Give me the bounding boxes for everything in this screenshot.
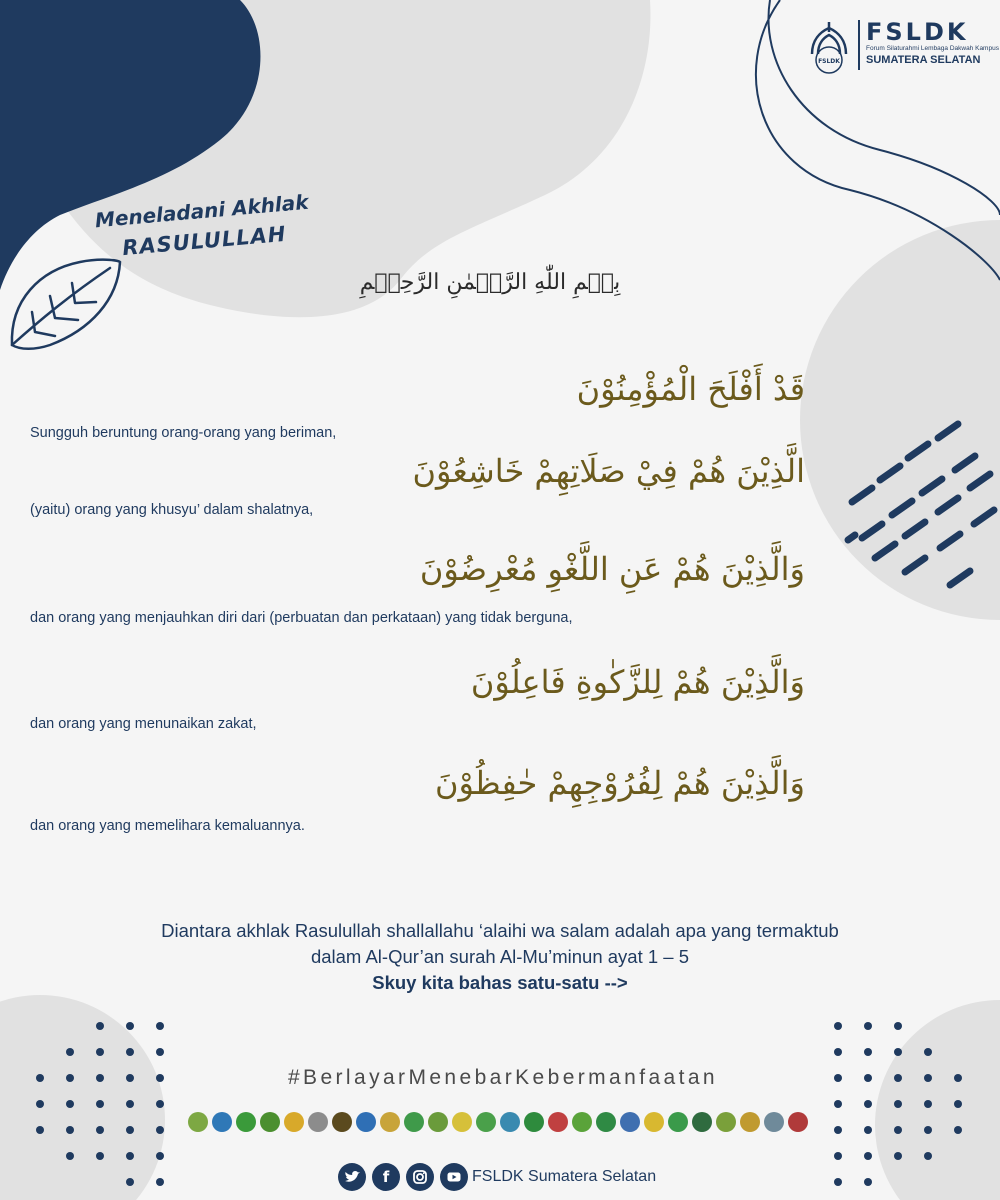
verse-translation-4: dan orang yang menunaikan zakat, bbox=[30, 716, 257, 732]
partner-logo-icon bbox=[644, 1112, 664, 1132]
fsldk-logo bbox=[806, 18, 999, 74]
partner-logo-icon bbox=[740, 1112, 760, 1132]
partner-logo-icon bbox=[692, 1112, 712, 1132]
verse-arabic-5: وَالَّذِيْنَ هُمْ لِفُرُوْجِهِمْ حٰفِظُوْنَ bbox=[435, 764, 805, 802]
partner-logo-icon bbox=[620, 1112, 640, 1132]
youtube-icon[interactable] bbox=[440, 1163, 468, 1191]
summary-text bbox=[60, 918, 940, 996]
gray-circle-right bbox=[800, 220, 1000, 620]
facebook-icon[interactable]: f bbox=[372, 1163, 400, 1191]
fsldk-emblem-icon bbox=[806, 18, 852, 74]
gray-circle-bottom-left bbox=[0, 995, 165, 1200]
verse-arabic-1: قَدْ أَفْلَحَ الْمُؤْمِنُوْنَ bbox=[576, 370, 805, 408]
basmala: بِسۡمِ اللّٰهِ الرَّحۡمٰنِ الرَّحِيۡمِ bbox=[359, 270, 621, 295]
partner-logo-icon bbox=[212, 1112, 232, 1132]
partner-logo-icon bbox=[476, 1112, 496, 1132]
partner-logos-row bbox=[188, 1112, 812, 1136]
partner-logo-icon bbox=[236, 1112, 256, 1132]
twitter-icon[interactable] bbox=[338, 1163, 366, 1191]
partner-logo-icon bbox=[260, 1112, 280, 1132]
verse-translation-3: dan orang yang menjauhkan diri dari (perbuatan dan perkataan) yang tidak berguna, bbox=[30, 610, 573, 626]
title-line-2: RASULULLAH bbox=[121, 221, 288, 261]
partner-logo-icon bbox=[404, 1112, 424, 1132]
partner-logo-icon bbox=[308, 1112, 328, 1132]
partner-logo-icon bbox=[356, 1112, 376, 1132]
partner-logo-icon bbox=[188, 1112, 208, 1132]
partner-logo-icon bbox=[500, 1112, 520, 1132]
verse-arabic-2: الَّذِيْنَ هُمْ فِيْ صَلَاتِهِمْ خَاشِعُوْنَ bbox=[412, 452, 805, 490]
verse-translation-2: (yaitu) orang yang khusyu’ dalam shalatnya, bbox=[30, 502, 314, 518]
verse-translation-5: dan orang yang memelihara kemaluannya. bbox=[30, 818, 305, 834]
partner-logo-icon bbox=[572, 1112, 592, 1132]
partner-logo-icon bbox=[524, 1112, 544, 1132]
gray-circle-bottom-right bbox=[875, 1000, 1000, 1200]
partner-logo-icon bbox=[764, 1112, 784, 1132]
verse-translation-1: Sungguh beruntung orang-orang yang beriman, bbox=[30, 425, 337, 441]
title-line-1: Meneladani Akhlak bbox=[93, 189, 310, 233]
social-bar bbox=[338, 1163, 678, 1193]
summary-cta: Skuy kita bahas satu-satu --> bbox=[372, 972, 628, 993]
logo-subtitle: Forum Silaturahmi Lembaga Dakwah Kampus bbox=[866, 45, 999, 52]
instagram-icon[interactable] bbox=[406, 1163, 434, 1191]
partner-logo-icon bbox=[596, 1112, 616, 1132]
partner-logo-icon bbox=[332, 1112, 352, 1132]
verse-arabic-4: وَالَّذِيْنَ هُمْ لِلزَّكٰوةِ فَاعِلُوْنَ bbox=[470, 663, 805, 701]
partner-logo-icon bbox=[380, 1112, 400, 1132]
partner-logo-icon bbox=[548, 1112, 568, 1132]
partner-logo-icon bbox=[428, 1112, 448, 1132]
emblem-text: FSLDK bbox=[818, 58, 840, 65]
logo-name: FSLDK bbox=[866, 18, 969, 46]
partner-logo-icon bbox=[668, 1112, 688, 1132]
summary-line-1: Diantara akhlak Rasulullah shallallahu ‘alaihi wa salam adalah apa yang termaktub bbox=[161, 920, 839, 941]
summary-line-2: dalam Al-Qur’an surah Al-Mu’minun ayat 1 – 5 bbox=[310, 946, 690, 967]
verse-arabic-3: وَالَّذِيْنَ هُمْ عَنِ اللَّغْوِ مُعْرِضُوْنَ bbox=[419, 550, 805, 588]
partner-logo-icon bbox=[284, 1112, 304, 1132]
logo-divider bbox=[858, 20, 860, 70]
logo-region: SUMATERA SELATAN bbox=[866, 54, 981, 66]
partner-logo-icon bbox=[788, 1112, 808, 1132]
leaf-icon bbox=[12, 260, 120, 349]
hashtag: #BerlayarMenebarKebermanfaatan bbox=[287, 1066, 719, 1089]
partner-logo-icon bbox=[716, 1112, 736, 1132]
social-handle[interactable]: FSLDK Sumatera Selatan bbox=[472, 1168, 657, 1185]
partner-logo-icon bbox=[452, 1112, 472, 1132]
